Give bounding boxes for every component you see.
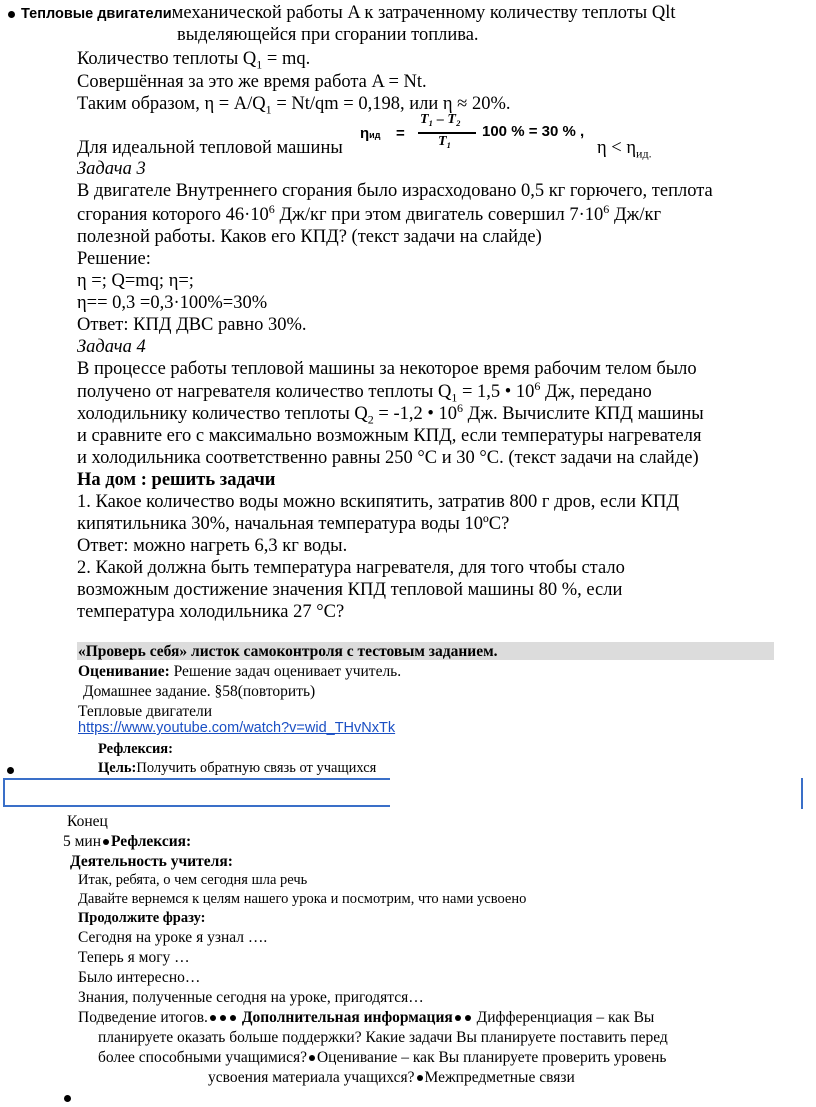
table-border-top xyxy=(3,778,390,780)
task3-line2: сгорания которого $46\cdot 10^6$ Дж/кг при этом двигатель совершил $7\cdot 10^6$ Дж/кг xyxy=(77,201,662,225)
bullet-icon xyxy=(62,1089,73,1107)
ideal-text: Для идеальной тепловой машины xyxy=(77,138,343,158)
task3-line3: полезной работы. Каков его КПД? (текст задачи на слайде) xyxy=(77,227,542,247)
top-line-text: механической работы A к затраченному количеству теплоты Qlt xyxy=(171,3,676,23)
answer3: Ответ: КПД ДВС равно 30%. xyxy=(77,315,307,335)
diff-line4: усвоения материала учащихся? Межпредметные связи xyxy=(208,1069,575,1086)
solution-label: Решение: xyxy=(77,249,151,269)
table-border-bottom xyxy=(3,805,390,807)
heat-qty-line: Количество теплоты $Q_1$ = mq. xyxy=(77,49,311,72)
hw2-line1: 2. Какой должна быть температура нагревателя, для того чтобы стало xyxy=(77,558,625,578)
reflection-label: Рефлексия: xyxy=(98,741,173,757)
solution-line1: η =; Q=mq; η=; xyxy=(77,271,194,291)
top-line-2: выделяющейся при сгорании топлива. xyxy=(177,25,479,45)
task4-line1: В процессе работы тепловой машины за некоторое время рабочим телом было xyxy=(77,359,697,379)
diff-line2: планируете оказать больше поддержки? Какие задачи Вы планируете поставить перед xyxy=(98,1029,668,1046)
hw1-line2: кипятильника 30%, начальная температура воды 10ºС? xyxy=(77,514,510,534)
task4-line5: и холодильника соответственно равны 250 °С и 30 °С. (текст задачи на слайде) xyxy=(77,448,699,468)
task3-line1: В двигателе Внутреннего сгорания было израсходовано 0,5 кг горючего, теплота xyxy=(77,181,713,201)
assessment-line: Оценивание: Решение задач оценивает учитель. xyxy=(78,663,402,680)
hw1-answer: Ответ: можно нагреть 6,3 кг воды. xyxy=(77,536,348,556)
table-border-right xyxy=(801,778,803,809)
task3-title: Задача 3 xyxy=(77,159,146,179)
phrase-4: Знания, полученные сегодня на уроке, пригодятся… xyxy=(78,989,424,1006)
work-line: Совершённая за это же время работа A = Nt. xyxy=(77,72,427,92)
table-border-left xyxy=(3,778,5,806)
check-self-text: «Проверь себя» листок самоконтроля с тестовым заданием. xyxy=(78,643,498,660)
task4-title: Задача 4 xyxy=(77,337,146,357)
task4-line2: получено от нагревателя количество теплоты $Q_1 = 1,5$ • $10^6$ Дж, передано xyxy=(77,378,652,405)
bullet-icon xyxy=(8,11,15,18)
thus-line: Таким образом, $\eta = A/Q_1 = Nt/qm = 0,198$, или η ≈ 20%. xyxy=(77,94,511,117)
ideal-compare: $\eta < \eta_{ид.}$ xyxy=(597,138,652,161)
phrase-3: Было интересно… xyxy=(78,969,201,986)
hw2-line3: температура холодильника 27 °С? xyxy=(77,602,345,622)
end-label: Конец xyxy=(67,813,108,830)
phrase-1: Сегодня на уроке я узнал …. xyxy=(78,929,268,946)
task4-line4: и сравните его с максимально возможным КПД, если температуры нагревателя xyxy=(77,426,702,446)
bullet-label: Тепловые двигатели xyxy=(21,6,172,22)
bullet-icon xyxy=(5,761,16,779)
heat-engines-label: Тепловые двигатели xyxy=(78,703,213,720)
ideal-formula: ηид = T₁ – T₂ T₁ 100 % = 30 % , xyxy=(360,112,585,149)
top-line xyxy=(6,2,675,24)
task4-line3: холодильнику количество теплоты $Q_2 = -1,2$ • $10^6$ Дж. Вычислите КПД машины xyxy=(77,400,704,427)
hw2-line2: возможным достижение значения КПД тепловой машины 80 %, если xyxy=(77,580,623,600)
homework-title: На дом : решить задачи xyxy=(77,470,276,490)
teacher-line2: Давайте вернемся к целям нашего урока и посмотрим, что нами усвоено xyxy=(78,891,527,907)
hw1-line1: 1. Какое количество воды можно вскипятить, затратив 800 г дров, если КПД xyxy=(77,492,679,512)
video-link[interactable]: https://www.youtube.com/watch?v=wid_THvNxTk xyxy=(78,720,396,736)
solution-line2: η== 0,3 =0,3·100%=30% xyxy=(77,293,268,313)
phrase-2: Теперь я могу … xyxy=(78,949,190,966)
five-min-line: 5 мин Рефлексия: xyxy=(63,833,192,850)
teacher-line1: Итак, ребята, о чем сегодня шла речь xyxy=(78,872,308,888)
diff-line3: более способными учащимися? Оценивание – как Вы планируете проверить уровень xyxy=(98,1049,667,1066)
home-task: Домашнее задание. §58(повторить) xyxy=(83,683,316,700)
continue-phrase: Продолжите фразу: xyxy=(78,910,206,926)
summary-line: Подведение итогов. Дополнительная информация Дифференциация – как Вы xyxy=(78,1009,655,1026)
teacher-activity: Деятельность учителя: xyxy=(70,853,233,870)
goal-line: Цель:Получить обратную связь от учащихся xyxy=(98,760,377,776)
